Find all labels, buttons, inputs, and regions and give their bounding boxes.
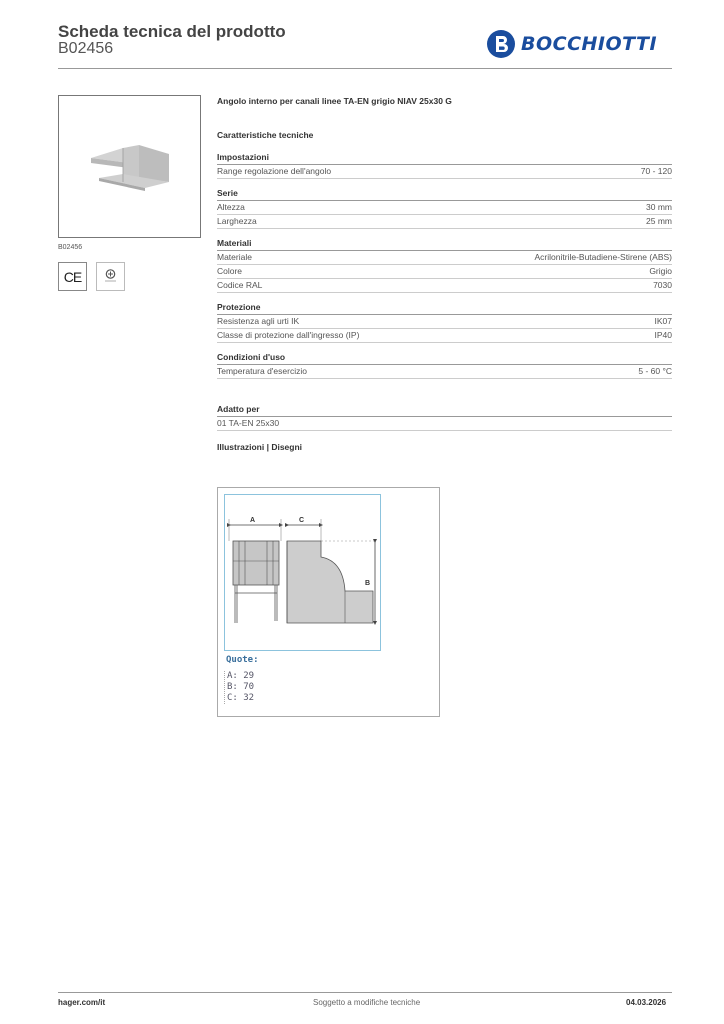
illustration-box (217, 487, 440, 717)
spec-label: Resistenza agli urti IK (217, 316, 300, 326)
spec-value: 25 mm (646, 216, 672, 226)
spec-label: Materiale (217, 252, 252, 262)
section-adatto (217, 404, 672, 431)
section-protezione (217, 302, 672, 343)
page-title: Scheda tecnica del prodotto (58, 22, 286, 41)
ce-mark-icon (58, 262, 87, 291)
section-materiali (217, 238, 672, 293)
dim-label-a: A (250, 517, 256, 524)
footer-website-link[interactable]: hager.com/it (58, 998, 106, 1007)
spec-value: 7030 (653, 280, 672, 290)
section-title: Impostazioni (217, 152, 672, 165)
quote-c: C: 32 (227, 693, 255, 703)
ce-mark-label: CE (63, 268, 82, 285)
section-serie (217, 188, 672, 229)
spec-row (217, 315, 672, 329)
spec-label: Temperatura d'esercizio (217, 366, 307, 376)
section-title: Adatto per (217, 404, 672, 417)
technical-drawing-svg (225, 495, 380, 650)
spec-label: Codice RAL (217, 280, 263, 290)
section-impostazioni (217, 152, 672, 179)
spec-row (217, 165, 672, 179)
product-code: B02456 (58, 40, 114, 57)
spec-row (217, 365, 672, 379)
spec-label: Larghezza (217, 216, 257, 226)
spec-row (217, 265, 672, 279)
bocchiotti-logo-icon (486, 29, 516, 59)
section-title: Materiali (217, 238, 672, 251)
product-image (58, 95, 201, 238)
spec-row (217, 201, 672, 215)
spec-label: Altezza (217, 202, 245, 212)
spec-value: 70 - 120 (640, 166, 672, 176)
spec-row (217, 329, 672, 343)
spec-value: IK07 (654, 316, 672, 326)
section-title: Serie (217, 188, 672, 201)
imq-mark-icon (96, 262, 125, 291)
product-title: Angolo interno per canali linee TA-EN grigio NIAV 25x30 G (217, 96, 452, 106)
spec-row (217, 215, 672, 229)
spec-label: Classe di protezione dall'ingresso (IP) (217, 330, 360, 340)
quote-a: A: 29 (227, 671, 255, 681)
compatible-item: 01 TA-EN 25x30 (217, 418, 280, 428)
brand-logo (486, 28, 676, 60)
quote-b: B: 70 (227, 682, 255, 692)
spec-row (217, 279, 672, 293)
dim-label-c: C (299, 517, 305, 524)
footer-divider (58, 992, 672, 993)
illustrations-heading: Illustrazioni | Disegni (217, 442, 303, 452)
spec-label: Colore (217, 266, 243, 276)
section-title: Protezione (217, 302, 672, 315)
spec-value: IP40 (654, 330, 672, 340)
header-divider (58, 68, 672, 69)
footer-disclaimer: Soggetto a modifiche tecniche (313, 998, 421, 1007)
dim-label-b: B (365, 580, 371, 587)
spec-value: Grigio (649, 266, 672, 276)
section-condizioni (217, 352, 672, 379)
spacer (217, 388, 672, 404)
footer-date: 04.03.2026 (626, 998, 667, 1007)
spec-value: Acrilonitrile-Butadiene-Stirene (ABS) (534, 252, 672, 262)
technical-drawing (224, 494, 381, 651)
spec-value: 5 - 60 °C (638, 366, 672, 376)
spec-value: 30 mm (646, 202, 672, 212)
spec-content (217, 96, 672, 452)
quotes-list (224, 671, 254, 704)
quotes-heading: Quote: (226, 655, 259, 665)
brand-name: BOCCHIOTTI (521, 33, 658, 55)
product-corner-image-icon (59, 96, 200, 237)
spec-row (217, 251, 672, 265)
spec-row (217, 417, 672, 431)
spec-label: Range regolazione dell'angolo (217, 166, 332, 176)
tech-heading: Caratteristiche tecniche (217, 130, 314, 140)
section-title: Condizioni d'uso (217, 352, 672, 365)
image-caption-code: B02456 (58, 244, 83, 251)
